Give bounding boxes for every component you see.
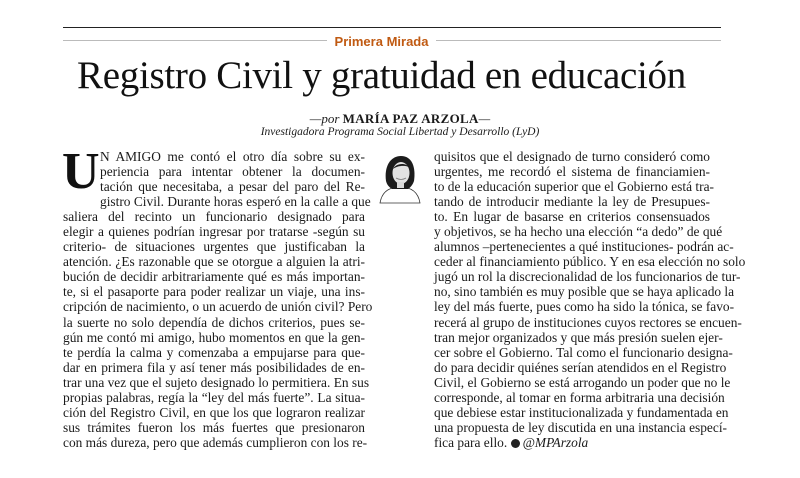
text-line: no, sino también es muy posible que se haya aplicado la [434, 284, 735, 300]
text-line: periencia para intentar obtener la documen- [100, 164, 365, 180]
text-line: ley del más fuerte, pues como ha sido la tónica, se favo- [434, 299, 735, 315]
text-line: y objetivos, se ha hecho una elección “a dedo” de qué [434, 224, 723, 240]
author-portrait-icon [374, 151, 426, 203]
text-line: Civil, el Gobierno se está arrogando un poder que no le [434, 374, 731, 390]
text-line: quisitos que el designado de turno consideró como [434, 149, 710, 164]
text-line: gistro Civil. Durante horas esperó en la calle a que [100, 194, 371, 210]
column-1-top [100, 149, 371, 210]
byline-suffix: — [478, 111, 491, 126]
text-line: ción del Registro Civil, en que los que lograron realizar [63, 404, 365, 420]
text-line: te perdía la calma y comenzaba a empujarse para que- [63, 344, 365, 360]
column-1-body [63, 209, 373, 450]
text-line: con más dureza, pero que además cumplieron con los re- [63, 434, 368, 450]
text-line: alumnos –pertenecientes a qué instituciones- podrán ac- [434, 239, 734, 255]
text-line: propias palabras, regía la “ley del más fuerte”. La situa- [63, 389, 365, 405]
drop-cap: U [62, 143, 100, 200]
headline: Registro Civil y gratuidad en educación [77, 54, 686, 97]
top-rule [63, 27, 721, 28]
text-line: corresponde, al tomar en forma arbitraria una decisión [434, 389, 725, 405]
text-line: cripción de nacimiento, o un acuerdo de unión civil? Pero [63, 299, 373, 315]
author-name: MARÍA PAZ ARZOLA [342, 111, 479, 126]
text-line: te, si el pasaporte para poder realizar un viaje, una ins- [63, 284, 365, 300]
text-line: saliera del recinto un funcionario designado para [63, 209, 365, 225]
text-line: ceder al financiamiento público. Y en esa elección no solo [434, 254, 746, 270]
text-line: bución de decidir arbitrariamente qué es más importan- [63, 269, 365, 285]
text-line: criterio- de situaciones urgentes que justificaban la [63, 239, 365, 255]
text-line: N AMIGO me contó el otro día sobre su ex- [100, 149, 365, 164]
twitter-bird-icon [511, 439, 520, 448]
text-line: dar en primera fila y así tener más posibilidades de en- [63, 359, 365, 375]
text-line: trar una vez que el sujeto designado lo permitiera. En sus [63, 374, 370, 390]
text-line: sus trámites fueron los más fuertes que presionaron [63, 419, 365, 435]
text-line: to de la educación superior que el Gobierno está tra- [434, 179, 714, 195]
byline [0, 111, 800, 126]
author-role: Investigadora Programa Social Libertad y Desarrollo (LyD) [260, 126, 540, 138]
twitter-handle[interactable]: @MPArzola [522, 434, 589, 450]
text-line: la suerte no solo dependía de dichos criterios, pues se- [63, 314, 365, 330]
text-line: elegir a quienes podrían ingresar por tratarse -según su [63, 224, 365, 240]
text-line: recerá al grupo de instituciones cuyos rectores se encuen- [434, 314, 742, 330]
text-line: tación que necesitaba, a pesar del paro del Re- [100, 179, 365, 195]
text-line: tran mejor organizados y que más presión suelen ejer- [434, 329, 723, 345]
text-line: una propuesta de ley discutida en una instancia especí- [434, 419, 727, 435]
section-text: Primera Mirada [327, 34, 437, 49]
section-label [0, 31, 763, 50]
text-line: tando de introducir mediante la ley de Presupues- [434, 194, 710, 210]
byline-prefix: —por [309, 111, 340, 126]
text-line: que debiese estar institucionalizada y fundamentada en [434, 404, 729, 420]
text-line: jugó un rol la discrecionalidad de los funcionarios de tur- [434, 269, 741, 285]
text-line: urgentes, me recordó el sistema de financiamien- [434, 164, 710, 180]
text-line: gún me contó mi amigo, hubo momentos en que la gen- [63, 329, 365, 345]
text-line: fica para ello. @MPArzola [434, 434, 589, 450]
column-2 [434, 149, 746, 450]
text-line: cer sobre el Gobierno. Tal como el funcionario designa- [434, 344, 733, 360]
text-line: atención. ¿Es razonable que se otorgue a alguien la atri- [63, 254, 365, 270]
text-line: to. En lugar de basarse en criterios consensuados [434, 209, 710, 225]
text-line: do para decidir quiénes serían atendidos en el Registro [434, 359, 727, 375]
